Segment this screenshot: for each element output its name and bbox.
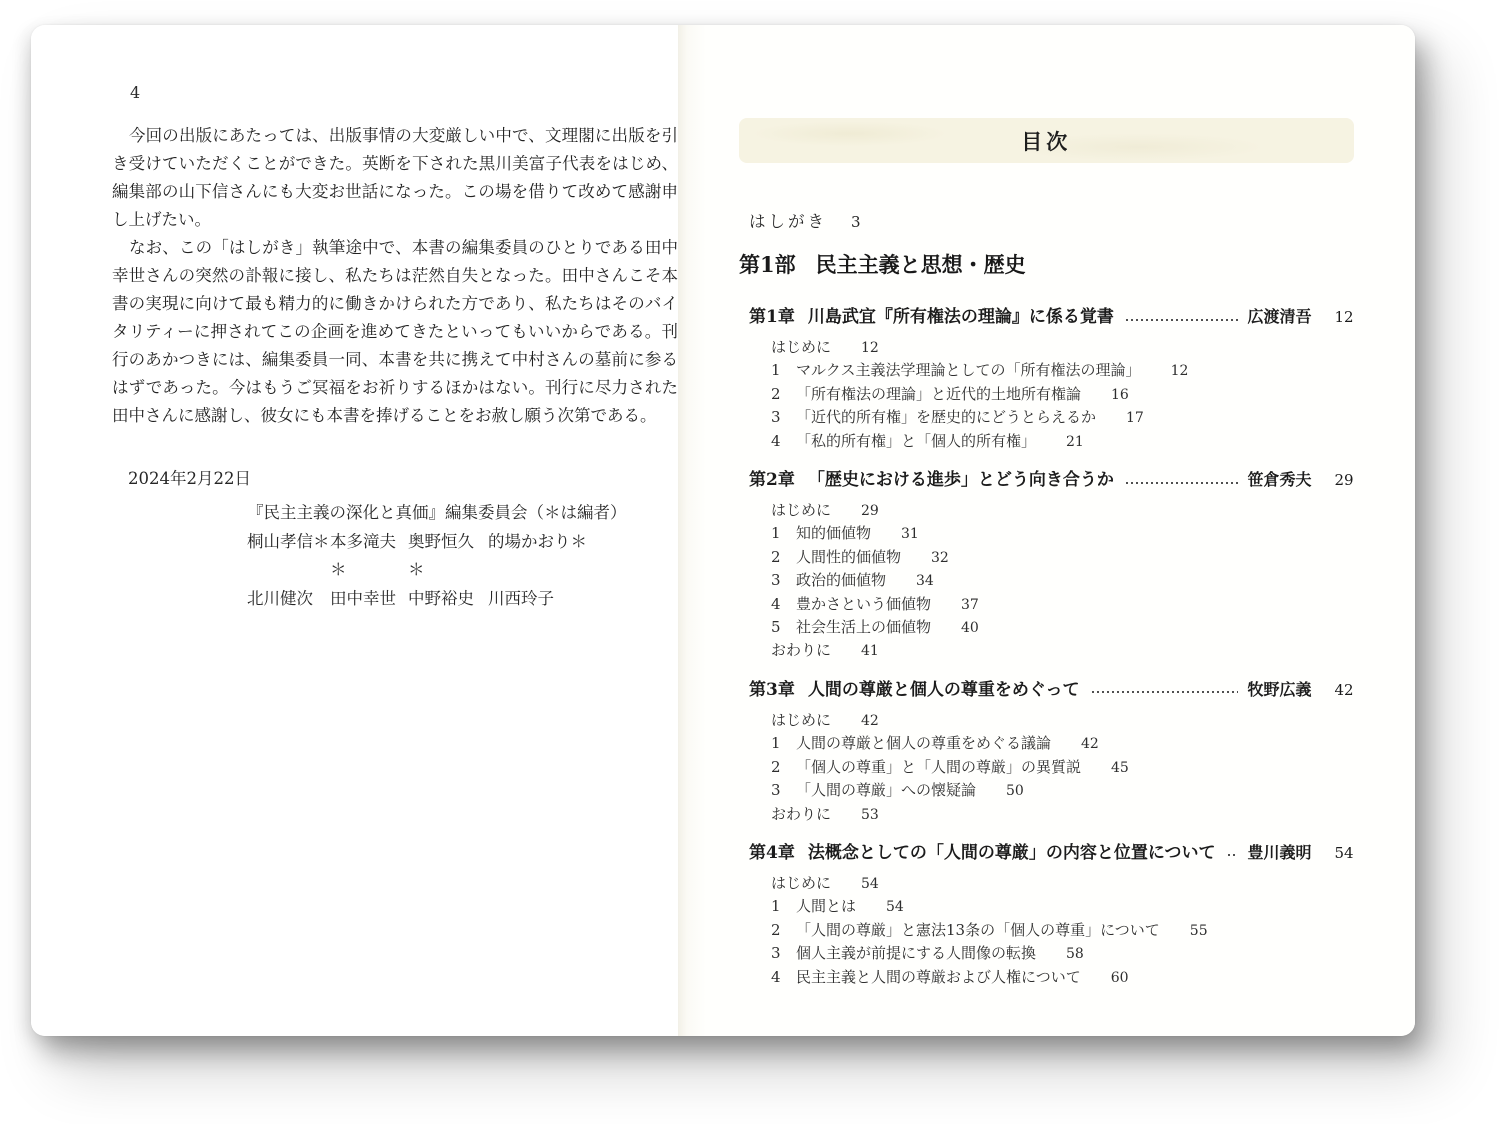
book-spread [31, 25, 1415, 1036]
item-page: 32 [931, 549, 949, 566]
leader-dots [1126, 319, 1238, 321]
item-label: 豊かさという価値物 [796, 594, 932, 613]
item-label: 人間性的価値物 [796, 547, 902, 566]
item-number: 1 [771, 361, 781, 380]
item-label: はじめに [771, 873, 832, 892]
toc-item-row [771, 616, 1354, 639]
toc-item-row [771, 336, 1354, 359]
item-page: 41 [861, 643, 879, 660]
preface-paragraph: なお、この「はしがき」執筆途中で、本書の編集委員のひとりである田中幸世さんの突然の訃報に接し、私たちは茫然自失となった。田中さんこそ本書の実現に向けて最も精力的に働きかけられた方であり、私たちはそのバイタリティーに押されてこの企画を進めてきたといってもいいからである。刊行のあかつきには、編集委員一同、本書を共に携えて中村さんの墓前に参るはずであった。今はもうご冥福をお祈りするほかはない。刊行に尽力された田中さんに感謝し、彼女にも本書を捧げることをお赦し願う次第である。 [112, 238, 678, 425]
item-label: 「人間の尊厳」への懐疑論 [796, 781, 977, 800]
chapter-items [771, 872, 1354, 989]
toc-item-row [771, 709, 1354, 732]
chapter-items [771, 336, 1354, 453]
toc-item-row [771, 779, 1354, 802]
committee-block [247, 499, 678, 613]
toc-chapter-row [749, 304, 1354, 330]
item-number: 2 [771, 384, 781, 403]
toc-item-row [771, 359, 1354, 382]
toc-chapter-row [749, 840, 1354, 866]
editor-name: 的場かおり＊ [488, 531, 587, 551]
toc-chapter [739, 840, 1354, 989]
toc-item-row [771, 546, 1354, 569]
item-page: 21 [1066, 433, 1084, 450]
item-number: 5 [771, 618, 781, 637]
item-label: はじめに [771, 710, 832, 729]
front-item-page: 3 [851, 213, 861, 231]
toc-item-row [771, 895, 1354, 918]
item-label: 民主主義と人間の尊厳および人権について [796, 967, 1081, 986]
toc-item-row [771, 406, 1354, 429]
part-label: 第1部 [739, 252, 796, 277]
toc-item-row [771, 569, 1354, 592]
chapter-page: 12 [1334, 308, 1354, 326]
item-number: 2 [771, 757, 781, 776]
toc-title-band [739, 118, 1354, 163]
item-label: 「私的所有権」と「個人的所有権」 [796, 431, 1037, 450]
leader-dots [1126, 482, 1238, 484]
item-number: 3 [771, 781, 781, 800]
chapter-page: 29 [1334, 471, 1354, 490]
leader-dots [1228, 854, 1238, 856]
right-page [678, 25, 1415, 1036]
chapter-title: 「歴史における進歩」とどう向き合うか [807, 470, 1114, 491]
preface-date: 2024年2月22日 [128, 469, 251, 488]
editor-name: 桐山孝信＊ [247, 531, 330, 551]
item-page: 42 [861, 712, 879, 729]
item-number: 1 [771, 524, 781, 543]
item-number: 3 [771, 408, 781, 427]
item-number: 1 [771, 897, 781, 916]
item-label: おわりに [771, 804, 832, 823]
item-page: 17 [1126, 410, 1144, 427]
chapter-label: 第4章 [749, 842, 795, 863]
chapter-label: 第2章 [749, 470, 795, 491]
chapter-label: 第3章 [749, 679, 795, 700]
item-page: 55 [1189, 922, 1208, 939]
toc-item-row [771, 919, 1354, 942]
item-label: おわりに [771, 641, 832, 660]
chapter-items [771, 709, 1354, 826]
chapter-title: 川島武宜『所有権法の理論』に係る覚書 [807, 307, 1114, 327]
item-label: 社会生活上の価値物 [796, 618, 932, 637]
toc-item-row [771, 732, 1354, 755]
editor-name: 田中幸世 [330, 588, 396, 608]
item-label: 「個人の尊重」と「人間の尊厳」の異質説 [796, 757, 1082, 776]
part-title: 民主主義と思想・歴史 [815, 252, 1026, 277]
item-label: 政治的価値物 [796, 571, 887, 590]
left-page [31, 25, 678, 1036]
item-number: 4 [771, 431, 781, 450]
front-item-label: はしがき [749, 212, 827, 231]
item-page: 34 [916, 573, 934, 590]
chapter-page: 54 [1334, 843, 1354, 862]
toc-item-row [771, 966, 1354, 989]
item-number: 2 [771, 547, 781, 566]
item-page: 29 [861, 503, 879, 520]
part-heading [739, 250, 1354, 280]
item-label: 知的価値物 [796, 524, 872, 543]
item-page: 50 [1006, 783, 1024, 800]
item-page: 54 [886, 899, 904, 916]
toc-item-row [771, 430, 1354, 453]
chapter-author: 広渡清吾 [1247, 307, 1312, 326]
item-page: 58 [1066, 946, 1084, 963]
item-label: 人間の尊厳と個人の尊重をめぐる議論 [796, 734, 1052, 753]
item-number: 3 [771, 944, 781, 963]
toc-item-row [771, 383, 1354, 406]
item-number: 4 [771, 594, 781, 613]
editors-row [247, 585, 678, 614]
toc-item-row [771, 639, 1354, 662]
chapter-author: 豊川義明 [1247, 842, 1312, 862]
item-page: 12 [861, 340, 879, 356]
chapter-label: 第1章 [749, 307, 795, 327]
toc-chapter [739, 467, 1354, 663]
item-label: 「人間の尊厳」と憲法13条の「個人の尊重」について [796, 920, 1160, 939]
item-number: 1 [771, 734, 781, 753]
toc-item-row [771, 942, 1354, 965]
item-page: 53 [861, 806, 879, 823]
chapter-title: 法概念としての「人間の尊厳」の内容と位置について [807, 842, 1216, 863]
item-label: 個人主義が前提にする人間像の転換 [796, 944, 1037, 963]
item-label: はじめに [771, 338, 832, 356]
toc-chapter [739, 677, 1354, 826]
editor-name: 奥野恒久＊ [408, 531, 474, 579]
editor-name: 中野裕史 [408, 588, 474, 608]
chapter-title: 人間の尊厳と個人の尊重をめぐって [807, 679, 1080, 700]
editor-name: 北川健次 [247, 588, 313, 608]
item-label: 「所有権法の理論」と近代的土地所有権論 [796, 384, 1082, 403]
editor-name: 本多滝夫＊ [330, 531, 396, 579]
toc-front-row [749, 210, 1354, 234]
item-label: マルクス主義法学理論としての「所有権法の理論」 [796, 361, 1141, 380]
item-page: 54 [861, 875, 879, 892]
item-label: はじめに [771, 501, 832, 520]
toc-item-row [771, 522, 1354, 545]
preface-text-block [112, 122, 678, 430]
item-page: 31 [901, 526, 919, 543]
committee-title: 『民主主義の深化と真価』編集委員会（＊は編者） [247, 503, 627, 522]
chapter-author: 笹倉秀夫 [1247, 470, 1312, 490]
toc-item-row [771, 593, 1354, 616]
toc-item-row [771, 756, 1354, 779]
item-page: 42 [1081, 736, 1099, 753]
editor-name: 川西玲子 [488, 588, 554, 608]
toc-chapter-row [749, 677, 1354, 703]
toc-item-row [771, 499, 1354, 522]
item-number: 3 [771, 571, 781, 590]
item-number: 4 [771, 967, 781, 986]
item-page: 45 [1111, 759, 1129, 776]
item-page: 40 [961, 620, 979, 637]
toc-item-row [771, 872, 1354, 895]
editors-row [247, 528, 678, 585]
toc-chapter [739, 304, 1354, 453]
preface-paragraph: 今回の出版にあたっては、出版事情の大変厳しい中で、文理閣に出版を引き受けていただくことができた。英断を下された黒川美富子代表をはじめ、編集部の山下信さんにも大変お世話になった。この場を借りて改めて感謝申し上げたい。 [112, 126, 678, 229]
chapter-page: 42 [1334, 680, 1354, 699]
item-page: 37 [961, 596, 979, 613]
item-number: 2 [771, 920, 781, 939]
item-page: 16 [1111, 386, 1129, 403]
chapter-items [771, 499, 1354, 663]
toc-item-row [771, 803, 1354, 826]
item-page: 60 [1110, 969, 1129, 986]
toc-title: 目次 [1021, 128, 1072, 154]
page-number: 4 [130, 83, 141, 102]
item-page: 12 [1170, 363, 1189, 380]
leader-dots [1092, 691, 1238, 693]
chapter-author: 牧野広義 [1247, 679, 1312, 699]
item-label: 人間とは [796, 897, 857, 916]
item-label: 「近代的所有権」を歴史的にどうとらえるか [796, 408, 1097, 427]
toc-chapter-row [749, 467, 1354, 493]
